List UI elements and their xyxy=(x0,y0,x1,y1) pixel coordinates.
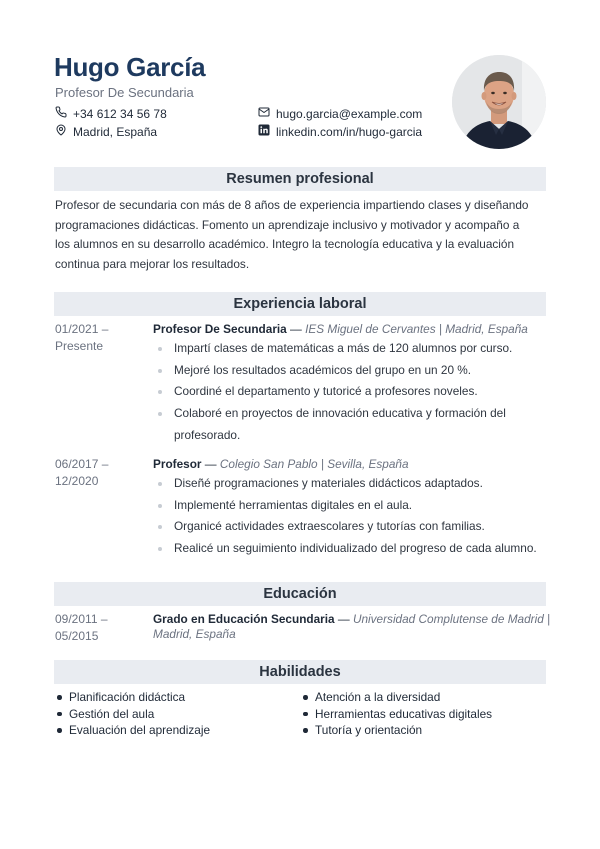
job-organization: IES Miguel de Cervantes | Madrid, España xyxy=(305,322,528,336)
candidate-name: Hugo García xyxy=(54,52,206,82)
contact-location xyxy=(55,124,157,139)
skill-item: Tutoría y orientación xyxy=(301,722,492,739)
skill-item: Gestión del aula xyxy=(55,706,210,723)
profile-photo-illustration xyxy=(452,55,546,149)
email-link[interactable]: hugo.garcia@example.com xyxy=(276,106,423,121)
list-item: Realicé un seguimiento individualizado del progreso de cada alumno. xyxy=(157,538,537,560)
list-item: Implementé herramientas digitales en el aula. xyxy=(157,495,537,517)
job-separator: — xyxy=(286,322,306,336)
skill-item: Evaluación del aprendizaje xyxy=(55,722,210,739)
contact-email[interactable] xyxy=(258,106,422,121)
education-heading xyxy=(153,612,550,626)
education-organization: Universidad Complutense de Madrid | xyxy=(352,612,551,626)
job-date: 06/2017 – 12/2020 xyxy=(55,457,109,488)
linkedin-link[interactable]: linkedin.com/in/hugo-garcia xyxy=(276,124,423,139)
summary-text: Profesor de secundaria con más de 8 años de experiencia impartiendo clases y diseñando programaciones didácticas. Fomento un aprendizaje inclusivo y motivador y acompaño a los alumnos en su desarrollo académico. Integro la tecnología educativa y la evaluación continua para mejorar los resultados. xyxy=(55,198,529,271)
job-heading xyxy=(153,457,409,471)
contact-phone xyxy=(55,106,167,121)
list-item: Coordiné el departamento y tutoricé a profesores noveles. xyxy=(157,381,537,403)
job-title: Profesor xyxy=(153,457,202,471)
section-title-skills: Habilidades xyxy=(54,660,546,684)
location-text: Madrid, España xyxy=(73,124,158,139)
skills-list-left xyxy=(55,689,210,739)
education-degree: Grado en Educación Secundaria xyxy=(153,612,335,626)
education-location xyxy=(153,627,236,641)
phone-icon xyxy=(55,106,67,121)
job-heading xyxy=(153,322,528,336)
section-title-education: Educación xyxy=(54,582,546,606)
candidate-role: Profesor De Secundaria xyxy=(55,85,194,100)
contact-linkedin[interactable] xyxy=(258,124,422,139)
job-bullets xyxy=(157,473,537,560)
job-separator: — xyxy=(201,457,220,471)
job-organization: Colegio San Pablo | Sevilla, España xyxy=(219,457,409,471)
section-title-summary: Resumen profesional xyxy=(54,167,546,191)
mail-icon xyxy=(258,106,270,121)
phone-text: +34 612 34 56 78 xyxy=(73,106,167,121)
job-bullets xyxy=(157,338,537,447)
education-date: 09/2011 – 05/2015 xyxy=(55,612,108,643)
linkedin-icon xyxy=(258,124,270,139)
skill-item: Atención a la diversidad xyxy=(301,689,492,706)
education-organization-line2: Madrid, España xyxy=(153,627,236,641)
list-item: Mejoré los resultados académicos del grupo en un 20 %. xyxy=(157,360,537,382)
education-separator: — xyxy=(334,612,353,626)
section-title-experience: Experiencia laboral xyxy=(54,292,546,316)
job-date: 01/2021 – Presente xyxy=(55,322,109,353)
list-item: Impartí clases de matemáticas a más de 120 alumnos por curso. xyxy=(157,338,537,360)
skill-item: Herramientas educativas digitales xyxy=(301,706,492,723)
skill-item: Planificación didáctica xyxy=(55,689,210,706)
job-title: Profesor De Secundaria xyxy=(153,322,287,336)
list-item: Organicé actividades extraescolares y tutorías con familias. xyxy=(157,516,537,538)
profile-photo xyxy=(452,55,546,149)
list-item: Diseñé programaciones y materiales didácticos adaptados. xyxy=(157,473,537,495)
list-item: Colaboré en proyectos de innovación educativa y formación del profesorado. xyxy=(157,403,537,446)
skills-list-right xyxy=(301,689,492,739)
location-pin-icon xyxy=(55,124,67,139)
